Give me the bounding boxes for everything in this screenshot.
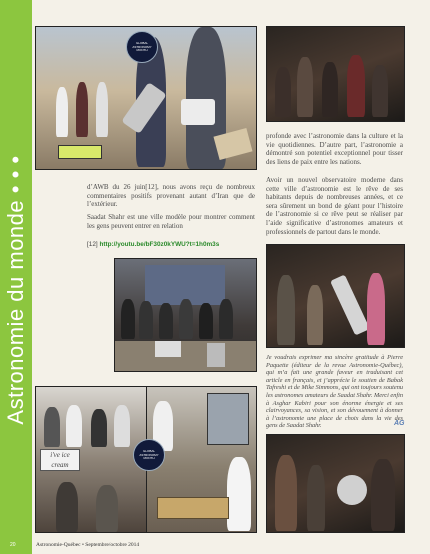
video-link[interactable] [87,241,257,248]
photo-classroom [114,258,257,372]
photo-night-group [266,434,405,533]
right-paragraph-1: profonde avec l’astronomie dans la culture et la vie quotidiennes. D’autre part, l’astronomie a démontré son potentiel exceptionnel pour tisser des liens de paix entre les nations. [266,132,403,166]
gam-badge-top: GLOBAL ASTRONOMY MONTH [126,31,158,63]
right-paragraph-2: Avoir un nouvel observatoire moderne dans cette ville d’astronomie est le rêve de ses habitants depuis de nombreuses années, et ce sera sûrement un bond de géant pour l’histoire de l’astronomie si ce rêve peut se réaliser par l’aide significative d’astronomes amateurs et professionnels de partout dans le monde. [266,176,403,236]
photo-workshop [139,386,257,533]
acknowledgement: Je voudrais exprimer ma sincère gratitude à Pierre Paquette (éditeur de la revue Astronomie-Québec), qui m’a fait une grande faveur en traduisant cet article en français, et j’apprécie le soutien de Babak Tafreshi et de Mike Simmons, qui ont toujours soutenu les astronomes amateurs de Saadat Shahr. Merci enfin à Asghar Kabiri pour son énorme énergie et ses clairvoyances, sa vision, et son dévouement à donner à l’astronomie une place de choix dans la vie des gens de Saadat Shahr. [266,354,404,430]
section-title: Astronomie du monde • • • [3,155,28,425]
photo-telescope-crowd [35,26,257,170]
ice-cream-sign: i've ice cream [40,449,80,471]
link-url[interactable]: http://youtu.be/bF30z0kYWU?t=1h0m3s [99,241,220,248]
gam-badge-bottom: GLOBAL ASTRONOMY MONTH [133,439,165,471]
middle-paragraph-1: d’AWB du 26 juin[12], nous avons reçu de nombreux commentaires positifs provenant autant d’Iran que de l’extérieur. [87,183,255,209]
photo-ice-cream-stand [35,386,148,533]
footer-text: Astronomie-Québec • Septembre/octobre 2014 [36,542,140,548]
link-ref: [12] [87,241,98,248]
signature: AG [394,420,405,427]
page-number: 20 [10,542,16,548]
photo-night-telescope [266,244,405,348]
photo-audience [266,26,405,122]
middle-paragraph-2: Saadat Shahr est une ville modèle pour montrer comment les gens peuvent entrer en relation [87,213,255,230]
